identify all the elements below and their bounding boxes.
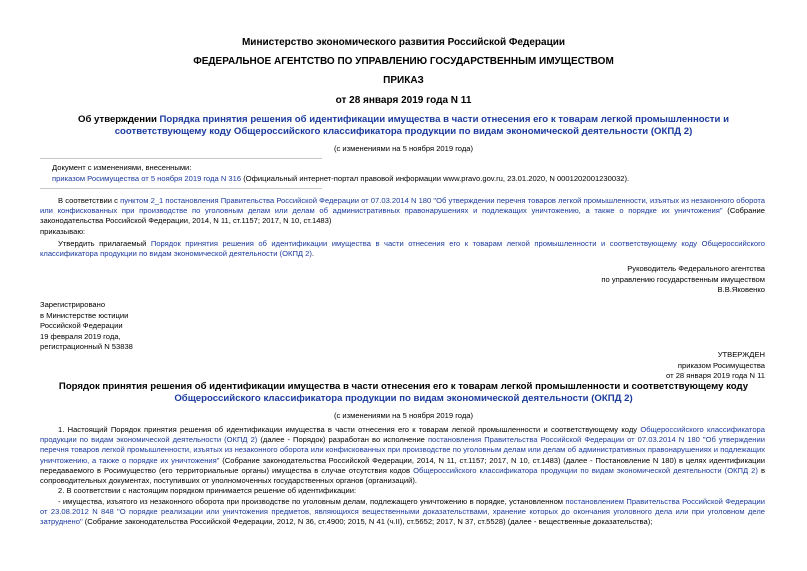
changes-link[interactable]: приказом Росимущества от 5 ноября 2019 года N 316 [52, 173, 242, 183]
procedure-paragraph-3 [40, 497, 765, 528]
p1-part-c: (Собрание законодательства Российской Федерации, 2014, N 11, ст.1157; 2017, N 10, ст.1483) (далее - Постановление N 180) в целях идентификации передаваемого в Росимущество (его территориальные органы) имущества в случае отсутствия кодов [40, 455, 766, 475]
procedure-paragraph-1 [40, 425, 765, 486]
divider-bottom [40, 188, 322, 189]
p3-link-decree[interactable]: постановлением Правительства Российской Федерации от 23.08.2012 N 848 "О порядке реализации или уничтожения предметов, являющихся вещественными доказательствами, хранение которых до окончания уголовного дела или при уголовном деле затруднено" [40, 497, 765, 527]
p1-link-okpd-2[interactable]: Общероссийского классификатора продукции по видам экономической деятельности (ОКПД 2) [413, 465, 758, 475]
p1-link-okpd[interactable]: Общероссийского классификатора продукции по видам экономической деятельности (ОКПД 2) [40, 425, 765, 445]
signature-block [601, 264, 765, 296]
approved-line-2: приказом Росимущества [677, 360, 765, 370]
procedure-paragraph-2: 2. В соответствии с настоящим порядком принимается решение об идентификации: [58, 486, 357, 495]
p1-part-a: 1. Настоящий Порядок принятия решения об идентификации имущества в части отнесения его к товарам легкой промышленности и соответствующему коду [58, 425, 641, 434]
preamble-end: (Собрание законодательства Российской Федерации, 2014, N 11, ст.1157; 2017, N 10, ст.1483) [40, 206, 765, 226]
signature-line-1: Руководитель Федерального агентства [627, 264, 765, 273]
procedure-title [36, 381, 771, 405]
doc-title [38, 114, 769, 138]
registration-line-5: регистрационный N 53838 [40, 342, 133, 352]
registration-line-1: Зарегистрировано [40, 300, 106, 309]
p1-part-d: в сопроводительных документах, поступивших от уполномоченных государственных органов (организаций). [40, 465, 766, 486]
agency-name: ФЕДЕРАЛЬНОЕ АГЕНТСТВО ПО УПРАВЛЕНИЮ ГОСУДАРСТВЕННЫМ ИМУЩЕСТВОМ [193, 56, 614, 67]
signature-line-2: по управлению государственным имуществом [601, 274, 765, 284]
doc-amendment: (с изменениями на 5 ноября 2019 года) [333, 144, 474, 153]
doc-type: ПРИКАЗ [383, 75, 424, 86]
registration-line-3: Российской Федерации [40, 321, 123, 331]
p1-link-decree[interactable]: постановления Правительства Российской Федерации от 07.03.2014 N 180 "Об утверждении перечня товаров легкой промышленности, изъятых из незаконного оборота или конфискованных при производстве по уголовным делам или делам об административных правонарушениях и подлежащих уничтожению, а также о порядке их уничтожения" [40, 435, 765, 465]
signature-line-3: В.В.Яковенко [717, 285, 765, 295]
p1-part-b: (далее - Порядок) разработан во исполнение [257, 435, 428, 445]
changes-block [52, 163, 765, 184]
changes-line-1: Документ с изменениями, внесенными: [52, 163, 192, 172]
procedure-title-main: Порядок принятия решения об идентификации имущества в части отнесения его к товарам легкой промышленности и соответствующему коду [58, 381, 749, 392]
approve-paragraph [40, 239, 765, 259]
procedure-title-link[interactable]: Общероссийского классификатора продукции по видам экономической деятельности (ОКПД 2) [174, 393, 633, 404]
approved-line-3: от 28 января 2019 года N 11 [666, 371, 765, 381]
changes-line-2 [52, 174, 765, 185]
approved-line-1: УТВЕРЖДЕН [717, 350, 765, 359]
p3-part-a: - имущества, изъятого из незаконного оборота при производстве по уголовным делам, подлежащего уничтожению в порядке, установленном [58, 497, 566, 506]
approve-end: . [311, 249, 315, 259]
preamble-link[interactable]: пунктом 2_1 постановления Правительства Российской Федерации от 07.03.2014 N 180 "Об утверждении перечня товаров легкой промышленности, изъятых из незаконного оборота или конфискованных при производстве по уголовным делам или делам об административных правонарушениях и подлежащих уничтожению, а также о порядке их уничтожения" [40, 196, 766, 216]
changes-rest: (Официальный интернет-портал правовой информации www.pravo.gov.ru, 23.01.2020, N 0001202001230032). [241, 173, 630, 183]
approve-start: Утвердить прилагаемый [58, 239, 151, 248]
ministry-name: Министерство экономического развития Российской Федерации [241, 37, 566, 48]
approved-block [666, 350, 765, 382]
registration-line-4: 19 февраля 2019 года, [40, 331, 121, 341]
divider-top [40, 158, 322, 159]
doc-date-number: от 28 января 2019 года N 11 [335, 95, 472, 106]
doc-title-link[interactable]: Порядка принятия решения об идентификации имущества в части отнесения его к товарам легкой промышленности и соответствующему коду Общероссийского классификатора продукции по видам экономической деятельности (ОКПД 2) [114, 114, 729, 137]
doc-title-prefix: Об утверждении [78, 114, 160, 125]
p3-part-b: (Собрание законодательства Российской Федерации, 2012, N 36, ст.4900; 2015, N 41 (ч.II), ст.5652; 2017, N 37, ст.5528) (далее - вещественные доказательства); [82, 517, 653, 527]
preamble-start: В соответствии с [58, 196, 121, 205]
order-word: приказываю: [40, 227, 86, 236]
registration-block [40, 300, 133, 353]
approve-link[interactable]: Порядок принятия решения об идентификации имущества в части отнесения его к товарам легкой промышленности и соответствующему коду Общероссийского классификатора продукции по видам экономической деятельности (ОКПД 2) [40, 239, 765, 259]
registration-line-2: в Министерстве юстиции [40, 310, 129, 320]
preamble-paragraph [40, 196, 765, 227]
procedure-amendment: (с изменениями на 5 ноября 2019 года) [333, 411, 474, 420]
